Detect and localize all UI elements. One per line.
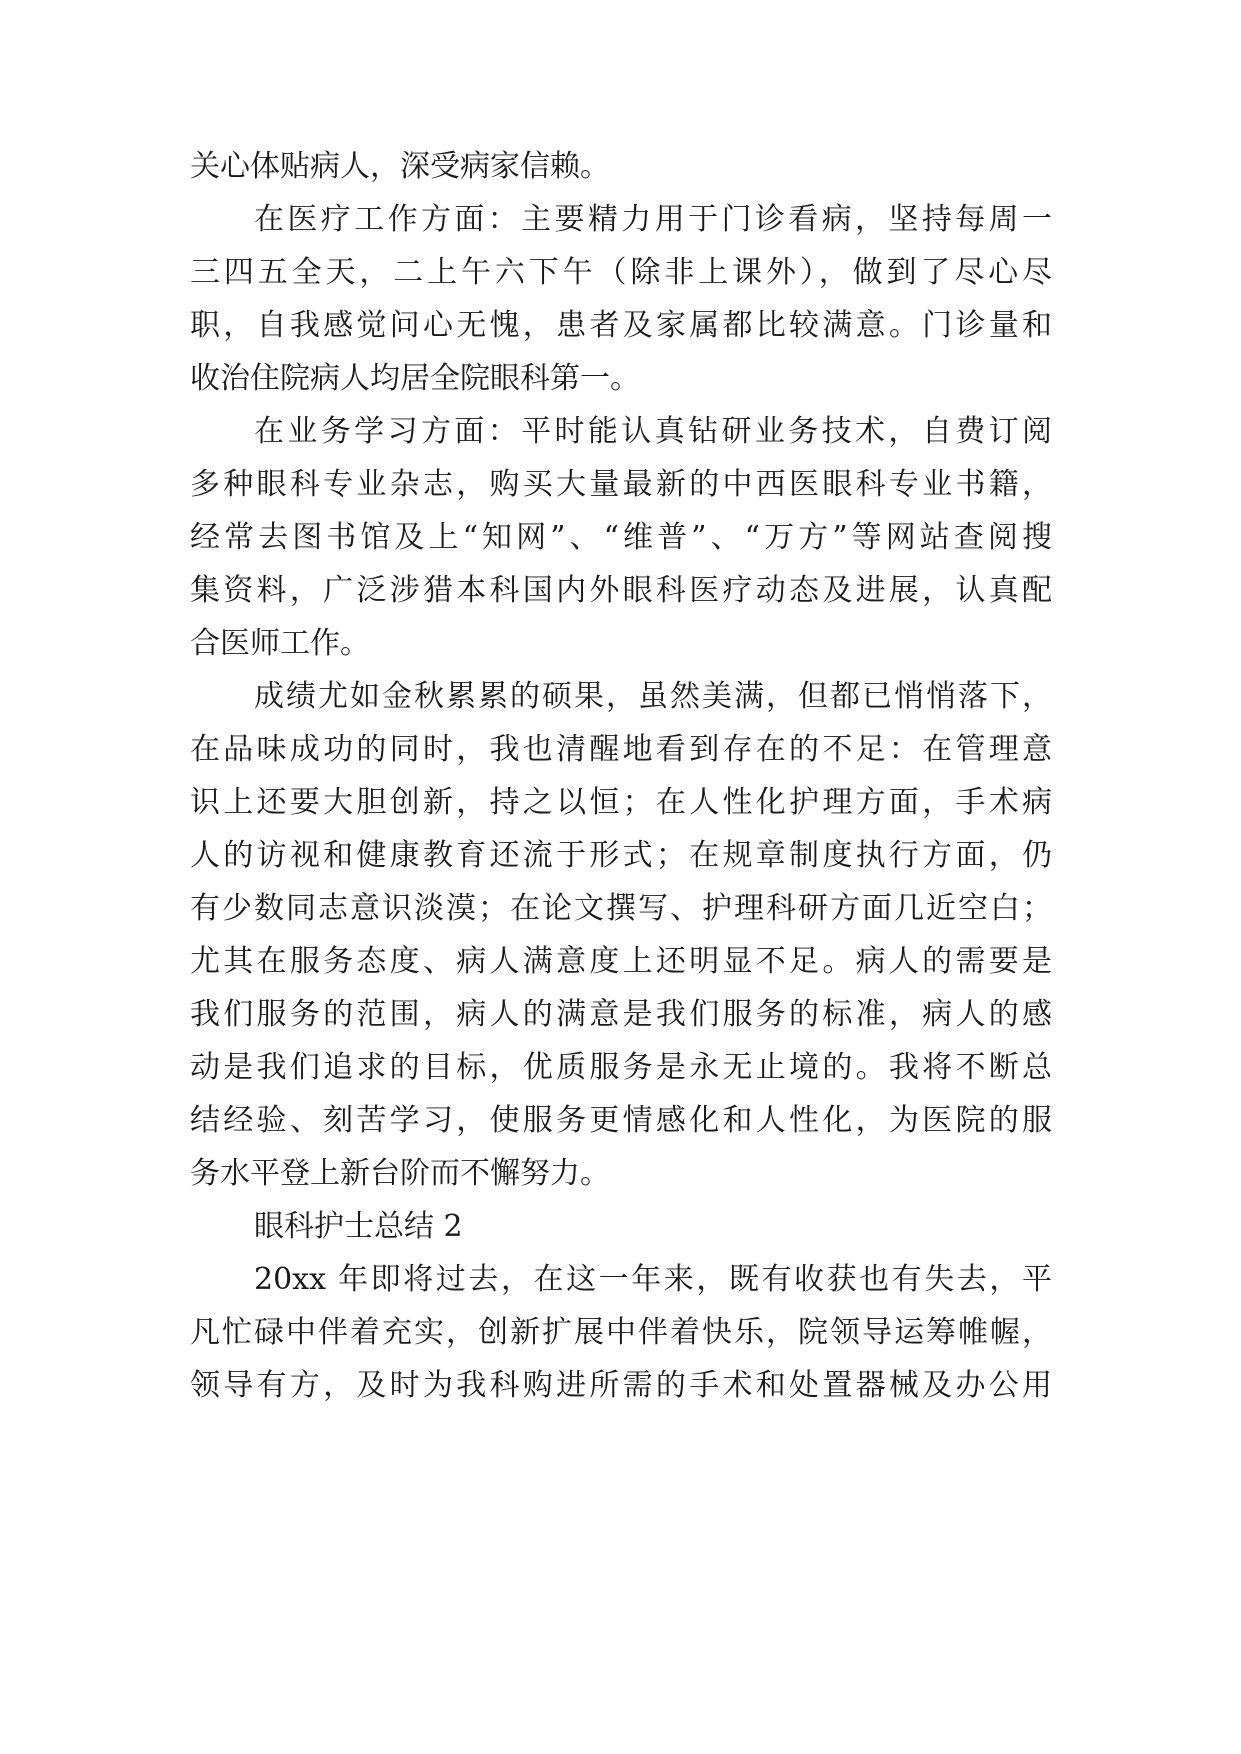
paragraph-start-line: 在医疗工作方面：主要精力用于门诊看病，坚持每周一 — [254, 202, 1052, 237]
text-line: 动是我们追求的目标，优质服务是永无止境的。我将不断总 — [190, 1050, 1052, 1085]
text-line: 三四五全天，二上午六下午（除非上课外），做到了尽心尽 — [190, 255, 1052, 290]
text-line: 识上还要大胆创新，持之以恒；在人性化护理方面，手术病 — [190, 785, 1052, 820]
text-line: 领导有方，及时为我科购进所需的手术和处置器械及办公用 — [190, 1368, 1052, 1403]
text-line: 务水平登上新台阶而不懈努力。 — [190, 1156, 610, 1191]
text-line: 尤其在服务态度、病人满意度上还明显不足。病人的需要是 — [190, 944, 1052, 979]
paragraph-start-line: 在业务学习方面：平时能认真钻研业务技术，自费订阅 — [254, 414, 1052, 449]
text-line: 多种眼科专业杂志，购买大量最新的中西医眼科专业书籍， — [190, 467, 1052, 502]
text-line: 收治住院病人均居全院眼科第一。 — [190, 361, 640, 396]
text-line: 关心体贴病人，深受病家信赖。 — [190, 149, 610, 184]
text-line: 人的访视和健康教育还流于形式；在规章制度执行方面，仍 — [190, 838, 1052, 873]
text-line: 集资料，广泛涉猎本科国内外眼科医疗动态及进展，认真配 — [190, 573, 1052, 608]
section-heading: 眼科护士总结 2 — [254, 1209, 463, 1244]
text-line: 我们服务的范围，病人的满意是我们服务的标准，病人的感 — [190, 997, 1052, 1032]
text-line: 经常去图书馆及上“知网”、“维普”、“万方”等网站查阅搜 — [190, 520, 1052, 555]
paragraph-start-line: 20xx 年即将过去，在这一年来，既有收获也有失去，平 — [254, 1262, 1052, 1297]
text-line: 在品味成功的同时，我也清醒地看到存在的不足：在管理意 — [190, 732, 1052, 767]
text-line: 有少数同志意识淡漠；在论文撰写、护理科研方面几近空白； — [190, 891, 1052, 926]
paragraph-start-line: 成绩尤如金秋累累的硕果，虽然美满，但都已悄悄落下， — [254, 679, 1052, 714]
text-line: 职，自我感觉问心无愧，患者及家属都比较满意。门诊量和 — [190, 308, 1052, 343]
text-line: 合医师工作。 — [190, 626, 370, 661]
text-line: 结经验、刻苦学习，使服务更情感化和人性化，为医院的服 — [190, 1103, 1052, 1138]
text-line: 凡忙碌中伴着充实，创新扩展中伴着快乐，院领导运筹帷幄， — [190, 1315, 1052, 1350]
